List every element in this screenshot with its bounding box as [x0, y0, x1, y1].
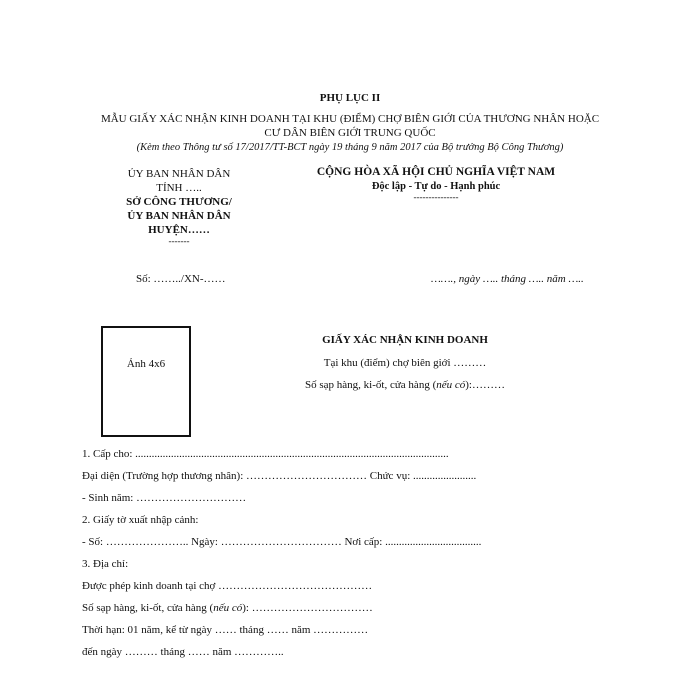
- national-block: [296, 166, 576, 202]
- date-line: ……., ngày ….. tháng ….. năm …..: [431, 273, 584, 285]
- section2-heading: 2. Giấy tờ xuất nhập cảnh:: [82, 514, 199, 526]
- issuer-block: [104, 168, 254, 246]
- representative-line: Đại diện (Trường hợp thương nhân): …………………………… Chức vụ: .......................: [82, 470, 477, 482]
- stall-number-suffix: ): ……………………………: [242, 602, 373, 614]
- photo-label: Ảnh 4x6: [126, 358, 166, 370]
- stall-number-italic: nếu có: [213, 602, 243, 614]
- document-number: Số: ……../XN-……: [136, 273, 226, 285]
- certificate-stall-prefix: Số sạp hàng, ki-ốt, cửa hàng (: [305, 379, 437, 391]
- certificate-stall-italic: nếu có: [436, 379, 466, 391]
- permitted-market-line: Được phép kinh doanh tại chợ ……………………………………: [82, 580, 373, 592]
- national-motto: Độc lập - Tự do - Hạnh phúc: [371, 181, 501, 192]
- stall-number-line: [82, 602, 373, 614]
- issuer-line4: ỦY BAN NHÂN DÂN: [127, 210, 231, 222]
- country-name: CỘNG HÒA XÃ HỘI CHỦ NGHĨA VIỆT NAM: [316, 166, 556, 178]
- certificate-stall-suffix: ):………: [465, 379, 505, 391]
- motto-divider: ---------------: [413, 192, 459, 202]
- until-line: đến ngày ……… tháng …… năm …………..: [82, 646, 284, 658]
- document-number-line: - Số: ………………….. Ngày: …………………………… Nơi cấp: ...................................: [82, 536, 482, 548]
- appendix-title: PHỤ LỤC II: [319, 92, 381, 104]
- issuer-line5: HUYỆN……: [148, 224, 210, 236]
- certificate-title: GIẤY XÁC NHẬN KINH DOANH: [322, 334, 488, 346]
- issuer-line1: ỦY BAN NHÂN DÂN: [127, 168, 231, 180]
- certificate-stall-line: [270, 379, 540, 391]
- form-title-line1: MẪU GIẤY XÁC NHẬN KINH DOANH TẠI KHU (ĐIỂM) CHỢ BIÊN GIỚI CỦA THƯƠNG NHÂN HOẶC: [100, 113, 600, 125]
- form-subtitle: (Kèm theo Thông tư số 17/2017/TT-BCT ngày 19 tháng 9 năm 2017 của Bộ trưởng Bộ Công Thương): [136, 142, 564, 153]
- certificate-market-line: Tại khu (điểm) chợ biên giới ………: [323, 357, 487, 369]
- issuer-divider: -------: [168, 236, 190, 246]
- section3-heading: 3. Địa chỉ:: [82, 558, 129, 570]
- issuer-line3: SỞ CÔNG THƯƠNG/: [126, 196, 232, 208]
- issued-to-line: 1. Cấp cho: ..................................................................................................................: [82, 448, 449, 460]
- birth-year-line: - Sinh năm: …………………………: [82, 492, 247, 504]
- term-line: Thời hạn: 01 năm, kể từ ngày …… tháng …… năm ……………: [82, 624, 369, 636]
- stall-number-prefix: Số sạp hàng, ki-ốt, cửa hàng (: [82, 602, 214, 614]
- form-title-line2: CƯ DÂN BIÊN GIỚI TRUNG QUỐC: [264, 127, 436, 139]
- issuer-line2: TỈNH …..: [156, 182, 202, 194]
- photo-placeholder: [101, 326, 191, 437]
